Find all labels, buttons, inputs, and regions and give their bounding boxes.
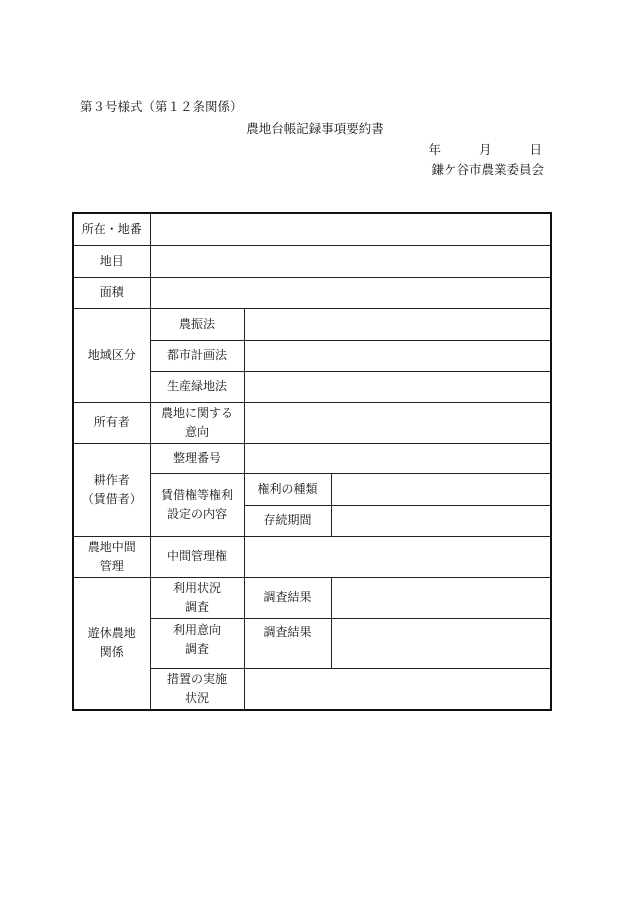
lease-content-line2: 設定の内容 — [166, 506, 227, 521]
owner-intent-label — [150, 402, 244, 443]
owner-label: 所有者 — [73, 402, 150, 443]
green-land-label: 生産緑地法 — [150, 371, 244, 402]
idle-farmland-label-line2: 関係 — [99, 645, 124, 660]
measures-label — [150, 668, 244, 710]
intermediary-label-line1: 農地中間 — [87, 539, 136, 554]
usage-survey-label — [150, 577, 244, 618]
date-month: 月 — [479, 142, 492, 157]
survey-result-label-2: 調査結果 — [244, 618, 331, 668]
area-label: 面積 — [73, 277, 150, 308]
ref-number-label: 整理番号 — [150, 443, 244, 473]
management-right-label: 中間管理権 — [150, 536, 244, 577]
agri-promotion-value[interactable] — [244, 308, 551, 340]
city-planning-value[interactable] — [244, 340, 551, 371]
idle-farmland-label-line1: 遊休農地 — [87, 626, 136, 641]
intent-survey-label — [150, 618, 244, 668]
date-year: 年 — [428, 142, 442, 157]
issuer-name: 鎌ケ谷市農業委員会 — [431, 162, 544, 177]
survey-result-value-2[interactable] — [331, 618, 551, 668]
survey-result-value-1[interactable] — [331, 577, 551, 618]
measures-line1: 措置の実施 — [166, 671, 227, 686]
land-category-label: 地目 — [73, 245, 150, 277]
location-value[interactable] — [150, 213, 551, 245]
cultivator-label-line2: （賃借者） — [81, 491, 142, 506]
survey-result-label-1: 調査結果 — [244, 577, 331, 618]
form-number: 第３号様式（第１２条関係） — [80, 99, 243, 114]
agri-promotion-label: 農振法 — [150, 308, 244, 340]
document-title: 農地台帳記録事項要約書 — [246, 121, 384, 136]
duration-label: 存続期間 — [244, 505, 331, 536]
zoning-label: 地域区分 — [73, 308, 150, 402]
idle-farmland-label — [73, 577, 150, 710]
right-type-label: 権利の種類 — [244, 473, 331, 505]
green-land-value[interactable] — [244, 371, 551, 402]
location-label: 所在・地番 — [73, 213, 150, 245]
ref-number-value[interactable] — [244, 443, 551, 473]
management-right-value[interactable] — [244, 536, 551, 577]
intermediary-label-line2: 管理 — [99, 558, 124, 573]
lease-content-label — [150, 473, 244, 536]
owner-intent-line1: 農地に関する — [160, 405, 233, 420]
measures-value[interactable] — [244, 668, 551, 710]
right-type-value[interactable] — [331, 473, 551, 505]
measures-line2: 状況 — [184, 690, 209, 705]
land-category-value[interactable] — [150, 245, 551, 277]
intent-survey-line2: 調査 — [184, 641, 209, 656]
intent-survey-line1: 利用意向 — [172, 622, 221, 637]
duration-value[interactable] — [331, 505, 551, 536]
date-day: 日 — [529, 142, 542, 157]
area-value[interactable] — [150, 277, 551, 308]
usage-survey-line2: 調査 — [184, 599, 209, 614]
date-line — [429, 140, 542, 158]
owner-intent-line2: 意向 — [184, 424, 209, 439]
usage-survey-line1: 利用状況 — [172, 580, 221, 595]
lease-content-line1: 賃借権等権利 — [160, 487, 233, 502]
owner-intent-value[interactable] — [244, 402, 551, 443]
city-planning-label: 都市計画法 — [150, 340, 244, 371]
record-table — [72, 212, 552, 711]
cultivator-label — [73, 443, 150, 536]
intermediary-label — [73, 536, 150, 577]
cultivator-label-line1: 耕作者 — [93, 472, 130, 487]
